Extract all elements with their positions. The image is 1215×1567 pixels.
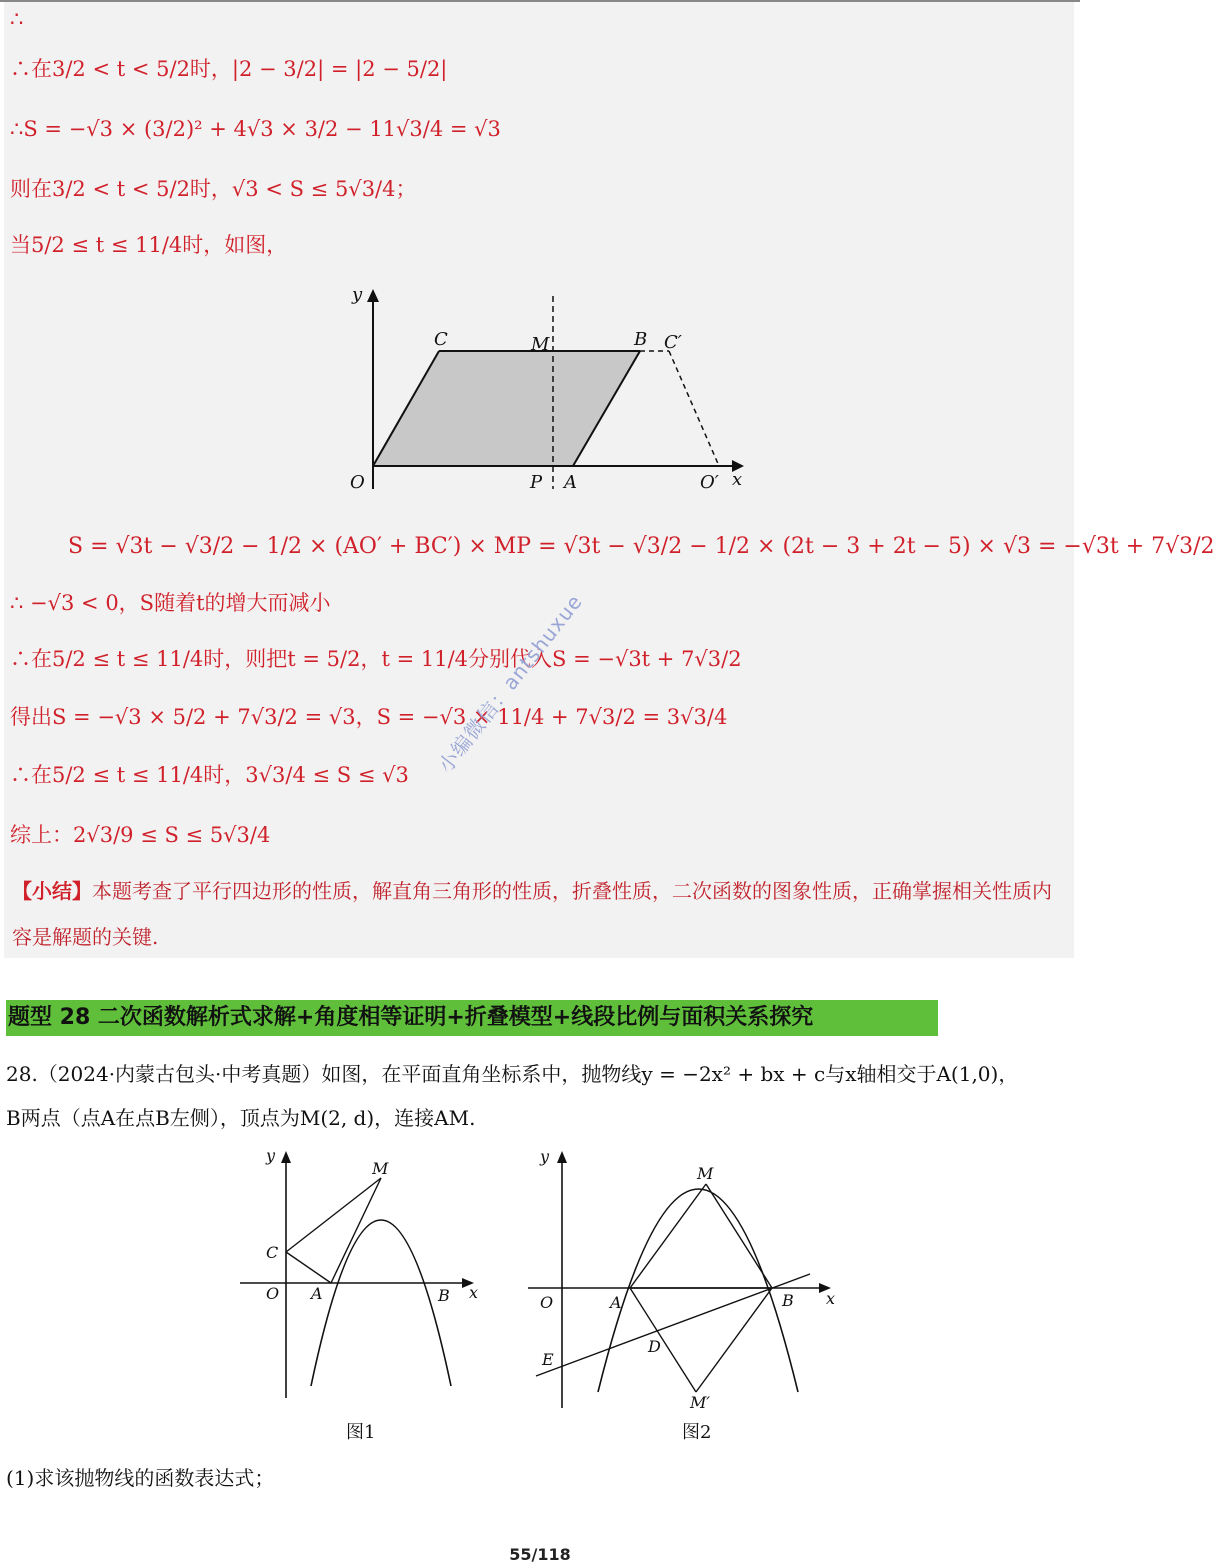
parabola	[598, 1189, 798, 1392]
label-a: A	[610, 1293, 622, 1312]
label-m-prime: M′	[690, 1393, 711, 1412]
label-o: O	[350, 472, 365, 493]
figure-2-caption: 图2	[682, 1422, 712, 1443]
solution-line: ∴在5/2 ≤ t ≤ 11/4时，则把t = 5/2，t = 11/4分别代入S = −√3t + 7√3/2	[10, 647, 742, 671]
summary-text: 本题考查了平行四边形的性质，解直角三角形的性质，折叠性质，二次函数的图象性质，正确掌握相关性质内容是解题的关键.	[12, 879, 1052, 949]
sub-question-1: (1)求该抛物线的函数表达式；	[6, 1466, 275, 1490]
label-d: D	[648, 1337, 661, 1356]
summary	[12, 868, 1070, 960]
question-text: B两点（点A在点B左侧），顶点为M(2, d)，连接AM.	[6, 1106, 476, 1130]
y-arrow	[281, 1151, 291, 1163]
segment-mb	[706, 1184, 772, 1288]
segment-am	[630, 1184, 706, 1288]
label-c: C	[434, 329, 448, 350]
label-b: B	[438, 1286, 450, 1305]
label-p: P	[530, 472, 543, 493]
y-arrow	[557, 1151, 567, 1163]
solution-line: ∴	[10, 7, 24, 31]
solution-line: 得出S = −√3 × 5/2 + 7√3/2 = √3，S = −√3 × 11/4 + 7√3/2 = 3√3/4	[10, 705, 728, 729]
solution-line: ∴在5/2 ≤ t ≤ 11/4时，3√3/4 ≤ S ≤ √3	[10, 763, 409, 787]
label-e: E	[542, 1350, 554, 1369]
segment-cm	[286, 1178, 381, 1252]
segment-am-prime	[630, 1288, 696, 1392]
label-x: x	[469, 1283, 479, 1302]
solution-line: 当5/2 ≤ t ≤ 11/4时，如图，	[10, 233, 288, 257]
label-y: y	[540, 1147, 550, 1166]
label-a: A	[564, 472, 577, 493]
segment-am	[331, 1178, 381, 1283]
line-eb	[536, 1274, 810, 1376]
parabola	[311, 1220, 451, 1386]
dashed-co	[669, 351, 719, 466]
figure-1	[236, 1146, 486, 1406]
shaded-region	[373, 351, 640, 466]
watermark: 小编微信：antshuxue	[433, 589, 588, 778]
label-m: M	[531, 334, 550, 355]
solution-line: 则在3/2 < t < 5/2时，√3 < S ≤ 5√3/4；	[10, 177, 417, 201]
solution-line: ∴S = −√3 × (3/2)² + 4√3 × 3/2 − 11√3/4 = √3	[10, 117, 501, 141]
label-m: M	[697, 1164, 714, 1183]
y-arrow	[367, 289, 379, 302]
summary-tag: 【小结】	[12, 879, 92, 903]
segment-ca	[286, 1252, 331, 1283]
label-a: A	[311, 1284, 323, 1303]
label-o: O	[266, 1284, 280, 1303]
solution-line: ∴ −√3 < 0，S随着t的增大而减小	[10, 591, 331, 615]
solution-block	[4, 2, 1215, 958]
label-b: B	[634, 329, 648, 350]
figure-2	[526, 1146, 844, 1416]
label-m: M	[372, 1159, 389, 1178]
figure-1-caption: 图1	[346, 1422, 376, 1443]
label-y: y	[352, 284, 363, 305]
solution-formula: S = √3t − √3/2 − 1/2 × (AO′ + BC′) × MP = √3t − √3/2 − 1/2 × (2t − 3 + 2t − 5) × √3 = −√3t + 7√3/2	[68, 534, 1215, 559]
question-type-banner: 题型 28 二次函数解析式求解+角度相等证明+折叠模型+线段比例与面积关系探究	[6, 1000, 938, 1036]
label-x: x	[732, 469, 743, 490]
label-op: O′	[700, 472, 719, 493]
question-text: 28.（2024·内蒙古包头·中考真题）如图，在平面直角坐标系中，抛物线y = −2x² + bx + c与x轴相交于A(1,0)，	[6, 1062, 1019, 1086]
label-b: B	[782, 1291, 794, 1310]
label-y: y	[266, 1146, 276, 1165]
solution-line: 综上：2√3/9 ≤ S ≤ 5√3/4	[10, 823, 271, 847]
label-c: C	[266, 1243, 279, 1262]
label-o: O	[540, 1293, 554, 1312]
segment-m-prime-b	[696, 1288, 772, 1392]
label-cp: C′	[664, 332, 682, 353]
label-x: x	[826, 1289, 836, 1308]
solution-line: ∴在3/2 < t < 5/2时，|2 − 3/2| = |2 − 5/2|	[10, 57, 448, 81]
page-number: 55/118	[509, 1545, 571, 1564]
parallelogram-figure	[336, 284, 756, 494]
